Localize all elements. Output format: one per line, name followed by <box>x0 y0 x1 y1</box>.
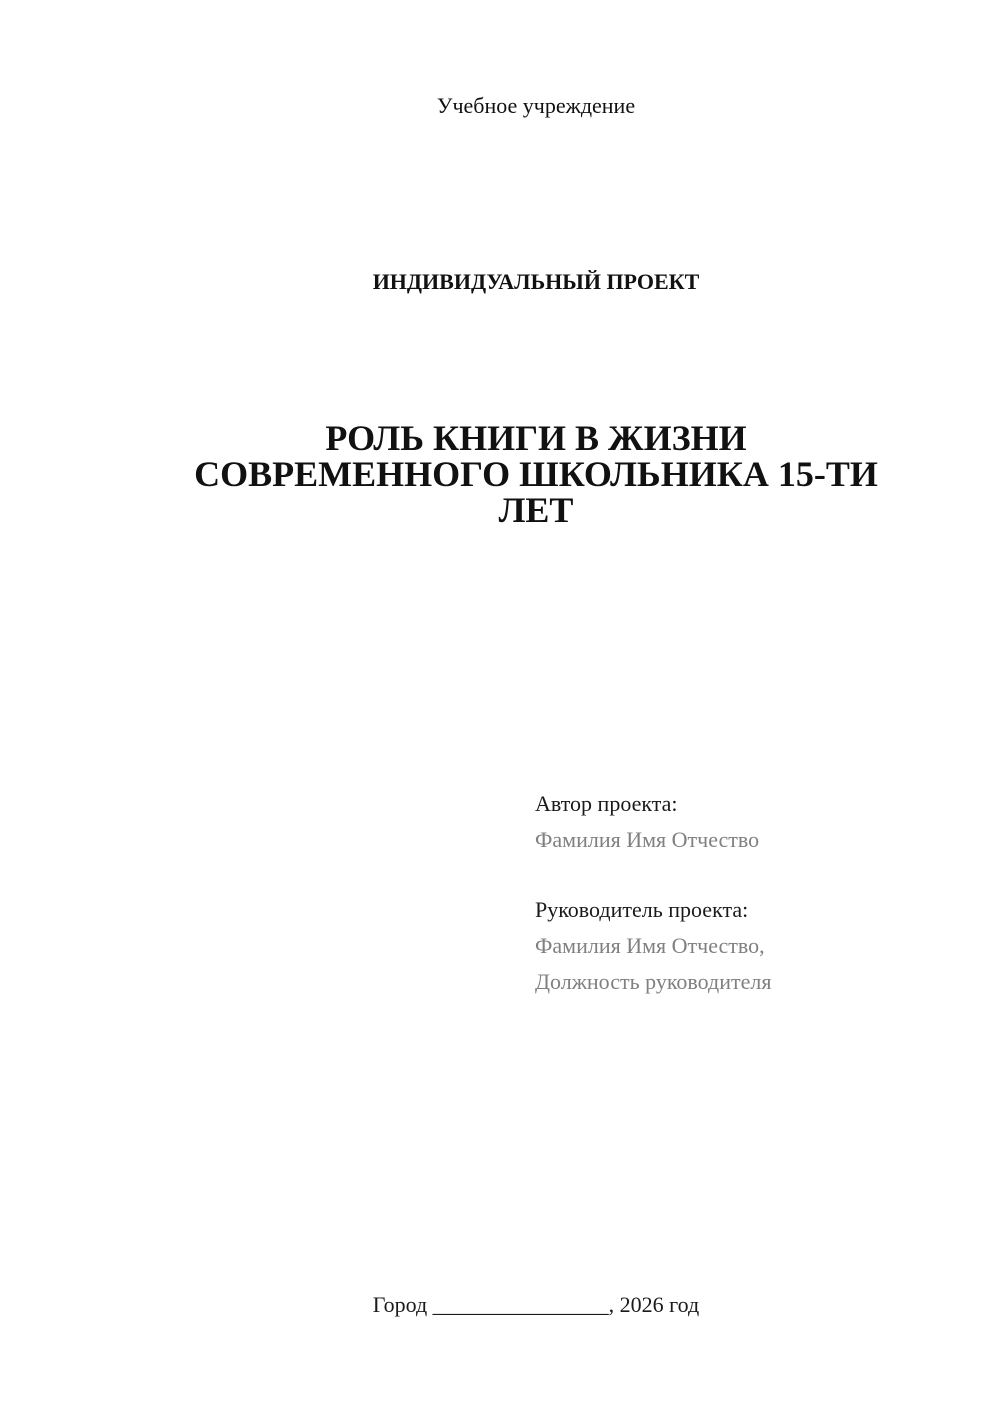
project-title-line: СОВРЕМЕННОГО ШКОЛЬНИКА 15-ТИ <box>194 454 878 494</box>
project-title-line: РОЛЬ КНИГИ В ЖИЗНИ <box>325 418 747 458</box>
supervisor-position: Должность руководителя <box>535 969 772 994</box>
institution-name: Учебное учреждение <box>436 93 636 118</box>
author-label: Автор проекта: <box>535 791 678 816</box>
project-type-heading: ИНДИВИДУАЛЬНЫЙ ПРОЕКТ <box>372 269 700 294</box>
author-block <box>535 786 759 858</box>
project-title-line: ЛЕТ <box>498 490 574 530</box>
supervisor-block <box>535 892 771 1000</box>
supervisor-name: Фамилия Имя Отчество, <box>535 933 765 958</box>
supervisor-label: Руководитель проекта: <box>535 897 749 922</box>
author-name: Фамилия Имя Отчество <box>535 827 760 852</box>
project-title <box>150 420 922 528</box>
city-year-line: Город ________________, 2026 год <box>372 1292 700 1317</box>
